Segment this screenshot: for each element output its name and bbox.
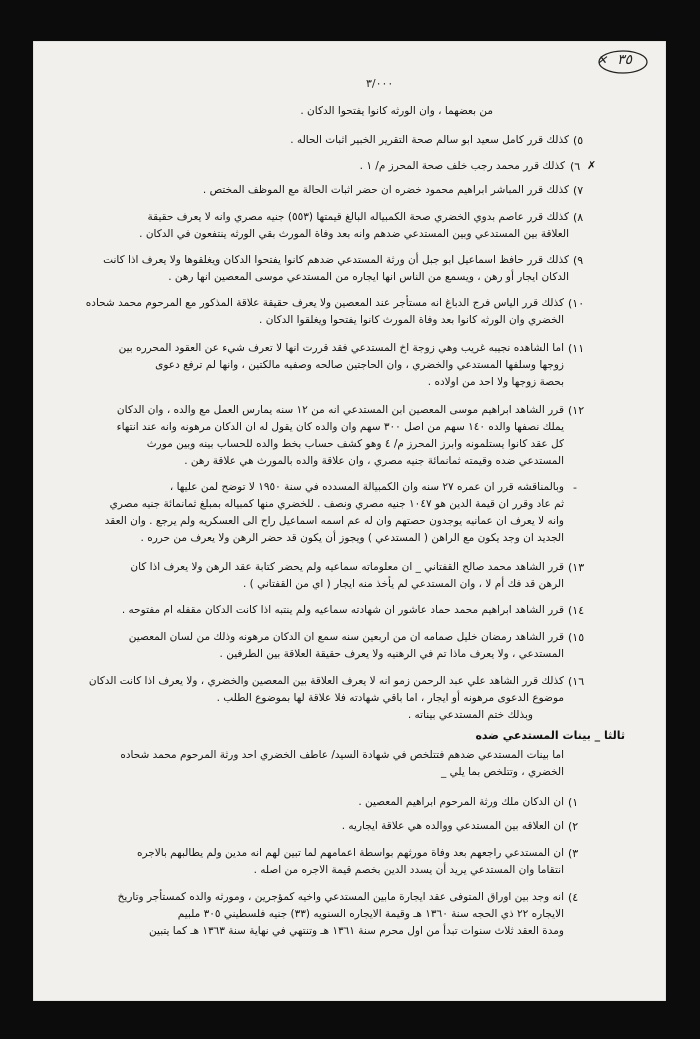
item-line: قرر الشاهد ابراهيم موسى المعصين ابن المستدعي انه من ١٢ سنه يمارس العمل مع والده ، وان الدكان (116, 404, 564, 416)
item-line: العلاقة بين المستدعي وبين المستدعي ضدهم وانه بعد وفاة المورث بقي الورثه ينتفعون في الدكان . (139, 228, 569, 240)
point-number: ٤) (568, 891, 579, 904)
item-line: بحصة زوجها ولا احد من اولاده . (427, 376, 564, 388)
item-line: اما الشاهده نجيبه غريب وهي زوجة اخ المستدعي فقد قررت انها لا تعرف شيء عن العقود المحرره بين (118, 342, 564, 354)
point-number: ٢) (568, 820, 579, 833)
item-line: قرر الشاهد رمضان خليل صمامه ان من اربعين سنه سمع ان الدكان مرهونه وذلك من لسان المعصين (128, 631, 564, 643)
item-line: كل عقد كانوا يستلمونه وابرز المحرز م/ ٤ وهو كشف حساب بخط والده للحساب بينه وبين مورث (146, 438, 564, 450)
document-page (33, 41, 666, 1001)
margin-x-mark: ✗ (587, 159, 597, 172)
section-heading: ثالثا _ بينات المستدعي ضده (475, 729, 625, 742)
item-line: المستدعي ، ولا يعرف ماذا تم في الرهنيه ولا يعرف حقيقة العلاقة بين الطرفين . (219, 648, 564, 660)
point-number: ١) (568, 796, 579, 809)
item-number: ٧) (573, 184, 584, 197)
point-line: انتقاما وان المستدعي يريد أن يسدد الدين بخصم قيمة الاجره من اصله . (253, 864, 564, 876)
item-line: الرهن قد فك أم لا ، وان المستدعي لم يأخذ منه ايجار ( اي من القفتاني ) . (242, 578, 564, 590)
item-line: الجديد ان وجد يكون مع الراهن ( المستدعي ) ويجوز أن يكون قد حضر الرهن ولا يعرف من حرره . (140, 532, 564, 544)
item-line: كذلك قرر الشاهد علي عبد الرحمن زمو انه لا يعرف العلاقة بين المعصين والخضري ، ولا يعرف اذا كانت الدكان (88, 675, 564, 687)
page-number: ٣/٠٠٠ (366, 77, 394, 90)
item-line: كذلك قرر محمد رجب خلف صحة المحرز م/ ١ . (359, 160, 565, 172)
point-line: ان المستدعي راجعهم بعد وفاة مورثهم بواسطة اعمامهم لما تبين لهم انه مدين ولم يطالبهم بالاجره (136, 847, 564, 859)
item-number: ١١) (568, 342, 585, 355)
item-number: ١٤) (568, 604, 585, 617)
item-line: وبذلك ختم المستدعي بيناته . (407, 709, 533, 721)
item-line: ثم عاد وقرر ان قيمة الدين هو ١٠٤٧ جنيه مصري ونصف . للخضري منها كمبياله بمبلغ ثمانمائة جنيه مصري (109, 498, 564, 510)
item-number: ١٠) (568, 297, 585, 310)
item-number: ٩) (573, 254, 584, 267)
item-line: قرر الشاهد ابراهيم محمد حماد عاشور ان شهادته سماعيه ولم ينتبه اذا كانت الدكان مقفله ام مفتوحه . (121, 604, 564, 616)
item-line: كذلك قرر عاصم بدوي الخضري صحة الكمبياله البالغ قيمتها (٥٥٣) جنيه مصري وانه لا يعرف حقيقة (147, 211, 569, 223)
intro-line: من بعضهما ، وان الورثه كانوا يفتحوا الدكان . (300, 105, 493, 117)
point-number: ٣) (568, 847, 579, 860)
item-line: زوجها وسلفها المستدعي والخضري ، وان الحاجتين صالحه وصفيه مالكتين ، وانها لم ترفع دعوى (155, 359, 564, 371)
item-number: ١٢) (568, 404, 585, 417)
item-line: كذلك قرر المباشر ابراهيم محمود خضره ان حضر اثبات الحالة مع الموظف المختص . (202, 184, 569, 196)
point-line: انه وجد بين اوراق المتوفى عقد ايجارة مابين المستدعي واخيه كمؤجرين ، ومورثه والده كمستأجر وتاريخ (117, 891, 564, 903)
item-line: الدكان ايجار أو رهن ، ويسمع من الناس انها ايجاره من المستدعي موسى المعصين انها رهن . (168, 271, 569, 283)
point-line: ان الدكان ملك ورثة المرحوم ابراهيم المعصين . (358, 796, 564, 808)
item-line: كذلك قرر حافظ اسماعيل ابو جبل أن ورثة المستدعي ضدهم كانوا يفتحوا الدكان ويغلقوها ولا يعرف اذا كانت (103, 254, 569, 266)
item-number: ٦) (570, 160, 581, 173)
item-line: وبالمناقشه قرر ان عمره ٢٧ سنه وان الكمبيالة المسدده في سنة ١٩٥٠ لا توضح لمن عليها ، (169, 481, 564, 493)
corner-handwritten-mark (593, 47, 649, 77)
section-intro-line: اما بينات المستدعي ضدهم فتتلخص في شهادة السيد/ عاطف الخضري احد ورثة المرحوم محمد شحاده (120, 749, 564, 761)
corner-symbol: ✕ (597, 53, 608, 67)
item-line: يملك نصفها والده ١٤٠ سهم من اصل ٣٠٠ سهم وان والده كان يقول له ان الدكان مرهونه وانه عند انتهاء (116, 421, 564, 433)
section-intro-line: الخضري ، وتتلخص بما يلي _ (441, 766, 564, 778)
item-line: كذلك قرر كامل سعيد ابو سالم صحة التقرير الخبير اثبات الحاله . (290, 134, 569, 146)
item-line: كذلك قرر الياس فرج الدباغ انه مستأجر عند المعصين ولا يعرف حقيقة علاقة المذكور مع المرحوم محمد شحاده (85, 297, 564, 309)
item-line: المستدعي ضده وقيمته ثمانمائة جنيه مصري ، وان علاقة والده بالمورث هي علاقة رهن . (184, 455, 564, 467)
item-number: - (573, 481, 577, 494)
item-number: ١٥) (568, 631, 585, 644)
point-line: ومدة العقد ثلاث سنوات تبدأ من اول محرم سنة ١٣٦١ هـ وتنتهي في نهاية سنة ١٣٦٣ هـ كما يتبين (149, 925, 564, 937)
item-line: قرر الشاهد محمد صالح القفتاني _ ان معلوماته سماعيه ولم يحضر كتابة عقد الرهن ولا يعرف اذا كان (130, 561, 564, 573)
item-line: وانه لا يعرف ان عمانيه يوجدون حصتهم وان له عم اسمه اسماعيل راح الى العسكريه ولم يرجع . وان العقد (104, 515, 564, 527)
item-line: موضوع الدعوى مرهونه أو ايجار ، اما باقي شهادته فلا علاقة لها بموضوع الطلب . (216, 692, 564, 704)
item-line: الخضري وان الورثه كانوا بعد وفاة المورث كانوا يفتحوا ويغلقوا الدكان . (259, 314, 564, 326)
item-number: ٨) (573, 211, 584, 224)
item-number: ١٦) (568, 675, 585, 688)
corner-number: ٣٥ (617, 52, 633, 68)
point-line: الايجاره ٢٢ ذي الحجه سنة ١٣٦٠ هـ وقيمة الايجاره السنويه (٣٣) جنيه فلسطيني ٣٠٥ ملبيم (177, 908, 564, 920)
item-number: ٥) (573, 134, 584, 147)
item-number: ١٣) (568, 561, 585, 574)
point-line: ان العلاقه بين المستدعي ووالده هي علاقة ايجاريه . (341, 820, 564, 832)
